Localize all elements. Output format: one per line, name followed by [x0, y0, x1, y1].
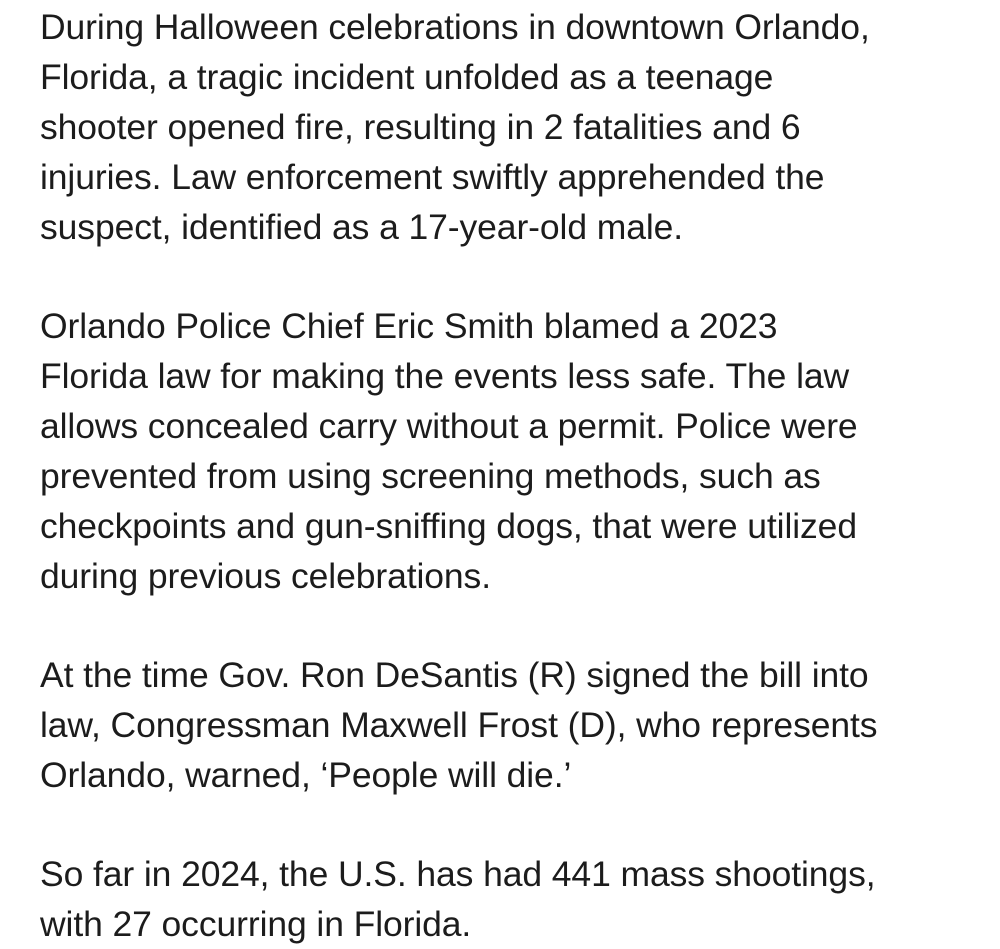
paragraph-governor-bill — [40, 650, 975, 800]
text-line: During Halloween celebrations in downtown Orlando, — [40, 7, 870, 47]
text-line: allows concealed carry without a permit. Police were — [40, 406, 858, 446]
text-line: Florida, a tragic incident unfolded as a teenage — [40, 57, 774, 97]
text-line: suspect, identified as a 17-year-old male. — [40, 207, 684, 247]
text-line: checkpoints and gun-sniffing dogs, that were utilized — [40, 506, 857, 546]
text-line: Orlando, warned, ‘People will die.’ — [40, 755, 572, 795]
paragraph-police-chief — [40, 301, 975, 601]
text-line: Orlando Police Chief Eric Smith blamed a 2023 — [40, 306, 778, 346]
text-line: during previous celebrations. — [40, 556, 491, 596]
text-line: law, Congressman Maxwell Frost (D), who represents — [40, 705, 878, 745]
text-line: So far in 2024, the U.S. has had 441 mass shootings, — [40, 854, 876, 894]
text-line: At the time Gov. Ron DeSantis (R) signed the bill into — [40, 655, 869, 695]
text-line: injuries. Law enforcement swiftly apprehended the — [40, 157, 825, 197]
paragraph-incident — [40, 2, 975, 252]
text-line: Florida law for making the events less safe. The law — [40, 356, 850, 396]
text-line: shooter opened fire, resulting in 2 fatalities and 6 — [40, 107, 801, 147]
paragraph-statistics — [40, 849, 975, 949]
text-line: prevented from using screening methods, such as — [40, 456, 821, 496]
text-line: with 27 occurring in Florida. — [40, 904, 472, 944]
